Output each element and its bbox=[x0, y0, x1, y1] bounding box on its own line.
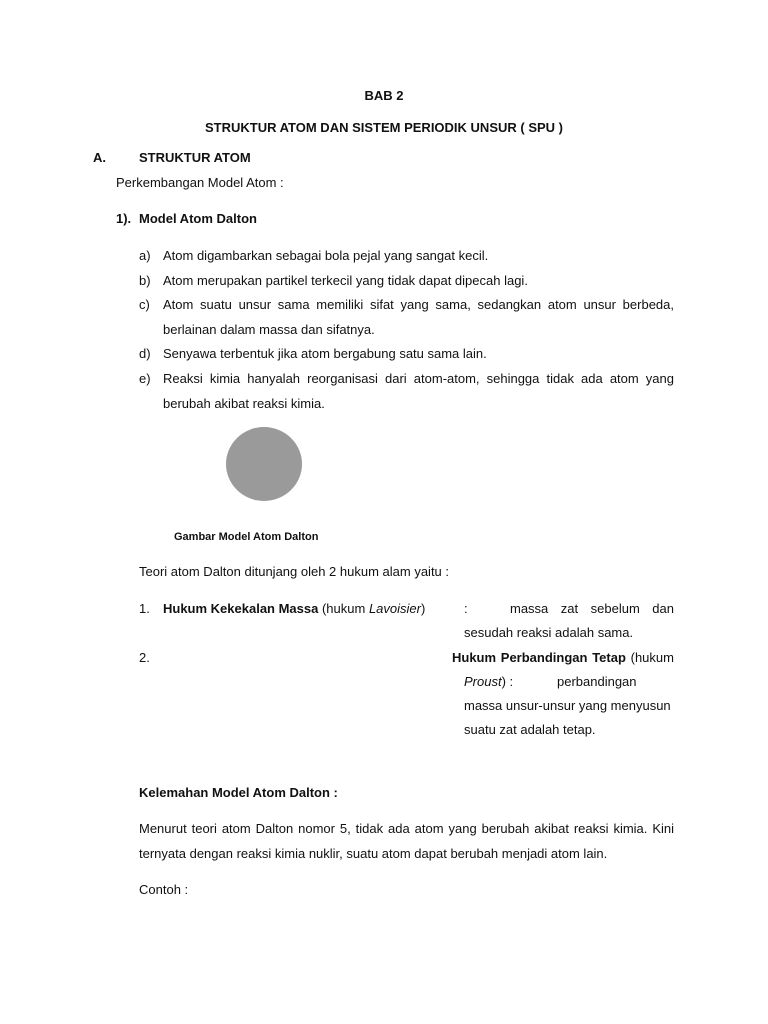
law-desc-line: suatu zat adalah tetap. bbox=[464, 722, 596, 737]
intro-text: Perkembangan Model Atom : bbox=[116, 175, 284, 190]
subsection-heading: Model Atom Dalton bbox=[139, 211, 257, 226]
chapter-label: BAB 2 bbox=[364, 88, 404, 103]
law-desc-line: massa unsur-unsur yang menyusun bbox=[464, 698, 671, 713]
law-name: Hukum Kekekalan Massa bbox=[163, 601, 319, 616]
law-colon: : bbox=[464, 601, 468, 616]
law-ref-open: (hukum bbox=[318, 601, 369, 616]
list-marker: d) bbox=[139, 346, 151, 361]
law-ref bbox=[464, 673, 513, 691]
law-ref-open: (hukum bbox=[630, 650, 674, 665]
dalton-atom-sphere bbox=[226, 427, 302, 501]
law-ref-close: ) bbox=[420, 601, 426, 616]
law-ref-name: Lavoisier bbox=[368, 601, 421, 616]
law-desc-word: perbandingan bbox=[557, 674, 637, 689]
list-text: Atom suatu unsur sama memiliki sifat yang sama, sedangkan atom unsur berbeda, berlainan dalam massa dan sifatnya. bbox=[163, 297, 674, 337]
list-text: Atom digambarkan sebagai bola pejal yang sangat kecil. bbox=[163, 248, 489, 263]
list-marker: a) bbox=[139, 248, 151, 263]
law-desc-word: dan bbox=[652, 601, 674, 616]
list-marker: c) bbox=[139, 297, 150, 312]
law-title bbox=[452, 649, 674, 667]
law-marker: 1. bbox=[139, 601, 150, 616]
law-name-word: Tetap bbox=[592, 650, 626, 665]
section-heading: STRUKTUR ATOM bbox=[139, 150, 251, 165]
section-marker: A. bbox=[93, 150, 106, 165]
laws-intro: Teori atom Dalton ditunjang oleh 2 hukum alam yaitu : bbox=[139, 564, 450, 579]
law-desc-word: zat bbox=[560, 601, 579, 616]
law-desc-word: massa bbox=[510, 601, 549, 616]
subsection-marker: 1). bbox=[116, 211, 132, 226]
weakness-text: Menurut teori atom Dalton nomor 5, tidak ada atom yang berubah akibat reaksi kimia. Kini ternyata dengan reaksi kimia nuklir, suatu atom dapat berubah menjadi atom lain. bbox=[139, 821, 674, 861]
list-text: Reaksi kimia hanyalah reorganisasi dari atom-atom, sehingga tidak ada atom yang berubah akibat reaksi kimia. bbox=[163, 371, 674, 411]
law-desc-word: sebelum bbox=[590, 601, 640, 616]
law-ref-close: ) : bbox=[501, 674, 514, 689]
law-desc-line bbox=[510, 600, 674, 618]
law-name-word: Perbandingan bbox=[500, 650, 588, 665]
list-marker: e) bbox=[139, 371, 151, 386]
list-marker: b) bbox=[139, 273, 151, 288]
law-ref-name: Proust bbox=[464, 674, 502, 689]
figure-caption: Gambar Model Atom Dalton bbox=[174, 531, 319, 543]
list-text: Atom merupakan partikel terkecil yang tidak dapat dipecah lagi. bbox=[163, 273, 528, 288]
page-title: STRUKTUR ATOM DAN SISTEM PERIODIK UNSUR ( SPU ) bbox=[205, 120, 563, 135]
example-label: Contoh : bbox=[139, 882, 189, 897]
law-desc-line: sesudah reaksi adalah sama. bbox=[464, 625, 634, 640]
law-marker: 2. bbox=[139, 650, 150, 665]
law-name-word: Hukum bbox=[452, 650, 497, 665]
law-title bbox=[163, 600, 425, 618]
weakness-heading: Kelemahan Model Atom Dalton : bbox=[139, 785, 338, 800]
list-text: Senyawa terbentuk jika atom bergabung satu sama lain. bbox=[163, 346, 487, 361]
